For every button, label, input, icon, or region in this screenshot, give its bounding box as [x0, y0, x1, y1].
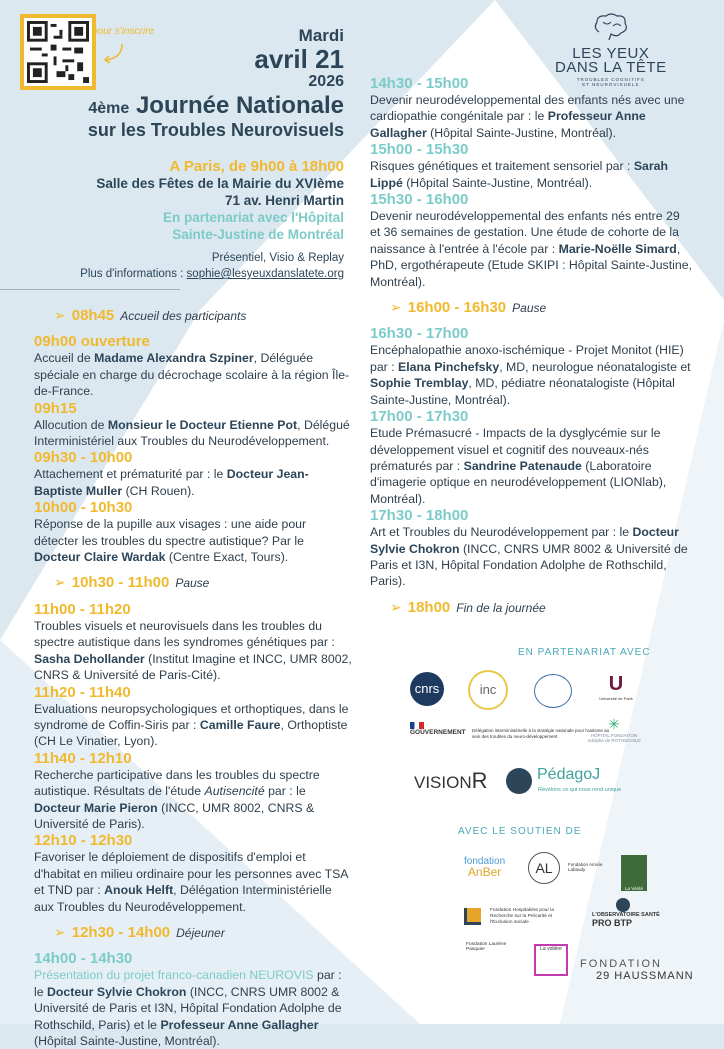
event-when: A Paris, de 9h00 à 18h00: [169, 158, 344, 175]
session-description: [370, 342, 692, 408]
schedule-break: [54, 574, 352, 591]
speaker-name: Sarah Lippé: [370, 159, 669, 190]
schedule-item: [370, 408, 692, 507]
speaker-name: Madame Alexandra Szpiner: [94, 351, 254, 366]
event-subtitle: sur les Troubles Neurovisuels: [87, 120, 344, 140]
session-text: Favoriser le déploiement de dispositifs d'emploi et d'habitat en milieu ordinaire pour les personnes avec TSA et TND par :: [34, 850, 348, 898]
curved-arrow-icon: [100, 42, 126, 66]
break-time: 12h30 - 14h00: [71, 923, 171, 941]
schedule-item: [370, 75, 692, 141]
session-text: , Délégation Interministérielle aux Troubles du Neurodéveloppement.: [34, 883, 332, 914]
session-description: [34, 849, 352, 915]
session-text: Devenir neurodéveloppemental des enfants nés entre 29 et 36 semaines de gestation. Une étude de cohorte de la naissance à l'entrée à l'école par :: [370, 209, 680, 256]
session-text: Risques génétiques et traitement sensoriel par :: [370, 159, 634, 174]
break-label: Pause: [512, 301, 547, 316]
session-time: 12h10 - 12h30: [34, 832, 133, 850]
session-time: 09h15: [34, 399, 77, 417]
session-text: , PhD, ergothérapeute (Etude SKIPI : Hôpital Sainte-Justine, Montréal).: [370, 241, 692, 289]
event-edition: 4ème: [88, 100, 130, 117]
schedule-item: [370, 141, 692, 191]
session-text: Autisencité: [204, 784, 265, 799]
partner-line-1: En partenariat avec l'Hôpital: [162, 210, 344, 225]
schedule-break: [390, 599, 692, 616]
session-description: [370, 524, 692, 590]
universite-paris-logo: U Université de Paris: [599, 673, 633, 701]
session-text: par : le: [264, 784, 306, 799]
speaker-name: Professeur Anne Gallagher: [160, 1017, 319, 1032]
session-text: Attachement et prématurité par : le: [34, 467, 227, 482]
break-time: 18h00: [407, 598, 451, 616]
speaker-name: Professeur Anne Gallagher: [370, 109, 646, 140]
info-email-link[interactable]: sophie@lesyeuxdanslatete.org: [186, 268, 344, 280]
arrow-bullet-icon: ➢: [54, 574, 66, 591]
session-text: (Institut Imagine et INCC, UMR 8002, CNRS & Université de Paris-Cité).: [34, 651, 352, 683]
session-text: (INCC, CNRS UMR 8002 & Université de Paris et I3N, Hôpital Fondation Adolphe de Rothschild, Paris).: [370, 541, 688, 589]
pedagoj-icon: [506, 768, 532, 794]
session-description: [34, 466, 352, 499]
schedule-item: [370, 507, 692, 590]
event-year: 2026: [308, 73, 344, 90]
brand-logo: LES YEUX DANS LA TÊTE TROUBLES COGNITIFS ET NEUROVISUELS: [555, 12, 667, 87]
session-time: 15h30 - 16h00: [370, 191, 469, 209]
speaker-name: Sasha Dehollander: [34, 651, 145, 666]
cnrs-logo: cnrs: [410, 672, 444, 706]
session-description: [34, 516, 352, 565]
schedule-break: [54, 307, 352, 324]
session-text: Recherche participative dans les troubles du spectre autistique. Résultats de l'étude: [34, 767, 320, 799]
speaker-name: Marie-Noëlle Simard: [558, 241, 677, 256]
schedule-item: [34, 950, 352, 1049]
gouvernement-logo: GOUVERNEMENT: [410, 722, 466, 736]
session-time: 14h00 - 14h30: [34, 950, 133, 968]
schedule-item: [370, 191, 692, 290]
speaker-name: Docteur Jean-Baptiste Muller: [34, 467, 309, 498]
break-label: Déjeuner: [176, 925, 225, 940]
schedule-break: [390, 299, 692, 316]
speaker-name: Docteur Marie Pieron: [34, 800, 158, 815]
inc-logo: inc: [468, 670, 508, 710]
research-center-logo: [534, 674, 572, 708]
schedule-item: [34, 601, 352, 684]
break-time: 08h45: [71, 307, 115, 324]
session-description: [34, 618, 352, 684]
break-label: Pause: [175, 576, 210, 591]
schedule-item: [370, 325, 692, 408]
break-label: Accueil des participants: [120, 309, 247, 323]
session-text: (CH Rouen).: [122, 483, 195, 498]
session-text: Présentation du projet franco-canadien NEUROVIS: [34, 968, 314, 983]
session-text: Art et Troubles du Neurodéveloppement par : le: [370, 525, 633, 540]
session-time: 17h30 - 18h00: [370, 507, 469, 525]
arrow-bullet-icon: ➢: [54, 923, 66, 940]
rothschild-logo: ✳ HÔPITAL FONDATION Adolphe de ROTHSCHILD: [587, 716, 641, 743]
break-time: 16h00 - 16h30: [407, 299, 507, 317]
speaker-name: Monsieur le Docteur Etienne Pot: [107, 417, 298, 432]
session-text: Accueil de: [34, 351, 95, 366]
schedule-item: [34, 750, 352, 833]
session-text: Devenir neurodéveloppemental des enfants nés avec une cardiopathie congénitale par : le: [370, 93, 685, 124]
session-text: (Hôpital Sainte-Justine, Montréal).: [34, 1034, 220, 1048]
break-time: 10h30 - 11h00: [71, 574, 170, 592]
break-label: Fin de la journée: [456, 600, 546, 615]
session-text: , MD, neurologue néonatalogiste et: [499, 359, 691, 374]
program-afternoon: [370, 75, 692, 625]
event-title: [88, 92, 344, 120]
session-time: 09h30 - 10h00: [34, 449, 133, 467]
speaker-name: Anouk Helft: [104, 883, 174, 898]
session-text: (INCC, UMR 8002, CNRS & Université de Paris).: [34, 800, 315, 831]
hospitaliere-logo: Fondation Hospitalière pour la Recherche sur la Précarité et l'Exclusion sociale: [490, 908, 554, 925]
laurene-logo: Fondation Laurène Pasquier: [466, 942, 507, 952]
qr-code-icon: [27, 21, 89, 83]
speaker-name: Camille Faure: [199, 717, 281, 732]
session-time: 11h40 - 12h10: [34, 749, 132, 767]
speaker-name: Sophie Tremblay: [370, 376, 469, 391]
session-text: , Délégué Interministériel aux Troubles du Neurodéveloppement.: [34, 417, 350, 449]
session-text: (Laboratoire d'imagerie optique en neurodéveloppement (LIONlab), Montréal).: [370, 458, 667, 506]
info-label: Plus d'informations :: [80, 268, 187, 280]
haussmann-logo: FONDATION 29 HAUSSMANN: [580, 958, 694, 982]
partner-line-2: Sainte-Justine de Montréal: [172, 227, 344, 242]
session-text: (INCC, CNRS UMR 8002 & Université de Paris et I3N, Hôpital Fondation Adolphe de Rothschild, Paris) et le: [34, 984, 342, 1032]
event-day: Mardi: [298, 26, 344, 45]
session-text: Etude Prémasucré - Impacts de la dysglycémie sur le développement visuel et cognitif des nouveaux-nés prématurés par :: [370, 426, 661, 473]
session-description: [370, 425, 692, 507]
delegation-logo: Délégation interministérielle à la stratégie nationale pour l'autisme au sein des troubles du neuro-développement: [472, 728, 610, 739]
divider: [0, 289, 180, 290]
session-description: [370, 158, 692, 191]
session-description: [370, 208, 692, 290]
session-description: [370, 92, 692, 141]
session-description: [34, 350, 352, 399]
session-description: [34, 701, 352, 750]
amicie-logo: Fondation Amicie Labaudy: [568, 862, 603, 872]
session-time: 11h20 - 11h40: [34, 683, 131, 701]
anber-logo: fondation AnBer: [464, 856, 506, 879]
session-time: 10h00 - 10h30: [34, 499, 133, 517]
session-text: , Orthoptiste (CH Le Vinatier, Lyon).: [34, 717, 348, 749]
session-text: Réponse de la pupille aux visages : une aide pour détecter les troubles du spectre autistique? Par le: [34, 517, 307, 548]
arrow-bullet-icon: ➢: [54, 307, 66, 323]
partners-heading: EN PARTENARIAT AVEC: [518, 647, 651, 658]
session-description: [34, 967, 352, 1049]
event-format: Présentiel, Visio & Replay: [211, 252, 344, 264]
session-time: 14h30 - 15h00: [370, 75, 469, 92]
event-venue: Salle des Fêtes de la Mairie du XVIème: [96, 176, 344, 191]
probtp-logo: L'OBSERVATOIRE SANTÉ PRO BTP: [592, 898, 660, 928]
pedagoj-tagline: Révélons ce qui nous rend unique: [538, 787, 622, 793]
verite-logo: La Vérité: [621, 855, 647, 891]
session-text: par : le: [34, 968, 342, 999]
session-time: 11h00 - 11h20: [34, 600, 131, 618]
schedule-item: [34, 499, 352, 565]
schedule-item: [34, 832, 352, 915]
speaker-name: Elana Pinchefsky: [398, 359, 500, 374]
event-title-text: Journée Nationale: [135, 92, 344, 119]
registration-qr-code[interactable]: [20, 14, 96, 90]
arrow-bullet-icon: ➢: [390, 598, 402, 615]
session-text: Evaluations neuropsychologiques et orthoptiques, dans le syndrome de Coffin-Siris par :: [34, 701, 349, 732]
session-text: (Centre Exact, Tours).: [165, 550, 289, 565]
speaker-name: Sandrine Patenaude: [463, 458, 582, 473]
speaker-name: Docteur Sylvie Chokron: [370, 525, 679, 556]
visionr-logo: VISIONR: [414, 768, 488, 793]
supporters-heading: AVEC LE SOUTIEN DE: [458, 826, 582, 837]
schedule-break: [54, 924, 352, 941]
event-date: avril 21: [254, 44, 344, 74]
amicie-emblem: AL: [528, 852, 560, 884]
session-description: [34, 417, 352, 450]
voliere-logo: La volière: [534, 944, 568, 976]
schedule-item: [34, 449, 352, 499]
session-text: Troubles visuels et neurovisuels dans les troubles du spectre autistique dans les syndromes génétiques par :: [34, 618, 335, 650]
schedule-item: [34, 400, 352, 450]
session-text: Allocution de: [34, 417, 108, 432]
session-time: 16h30 - 17h00: [370, 325, 469, 343]
session-time: 09h00 ouverture: [34, 333, 150, 351]
session-text: Encéphalopathie anoxo-ischémique - Projet Monitot (HIE) par :: [370, 343, 684, 374]
session-description: [34, 767, 352, 833]
session-text: (Hôpital Sainte-Justine, Montréal).: [402, 175, 593, 190]
session-time: 17h00 - 17h30: [370, 408, 469, 426]
arrow-bullet-icon: ➢: [390, 299, 402, 316]
session-text: , MD, pédiatre néonatalogiste (Hôpital Sainte-Justine, Montréal).: [370, 376, 675, 407]
schedule-item: [34, 684, 352, 750]
schedule-item: [34, 333, 352, 399]
program-morning: [34, 298, 352, 1049]
session-text: , Déléguée spéciale en charge du décrochage scolaire à la région Île-de-France.: [34, 351, 350, 399]
event-address: 71 av. Henri Martin: [224, 193, 344, 208]
brain-icon: [591, 12, 631, 42]
speaker-name: Docteur Claire Wardak: [34, 550, 166, 565]
pedagoj-logo: PédagoJ: [537, 766, 601, 783]
qr-label: pour s'inscrire: [92, 26, 154, 37]
session-time: 15h00 - 15h30: [370, 141, 469, 159]
speaker-name: Docteur Sylvie Chokron: [47, 984, 187, 999]
session-text: (Hôpital Sainte-Justine, Montréal).: [426, 125, 617, 140]
hospitaliere-icon: [464, 908, 481, 925]
